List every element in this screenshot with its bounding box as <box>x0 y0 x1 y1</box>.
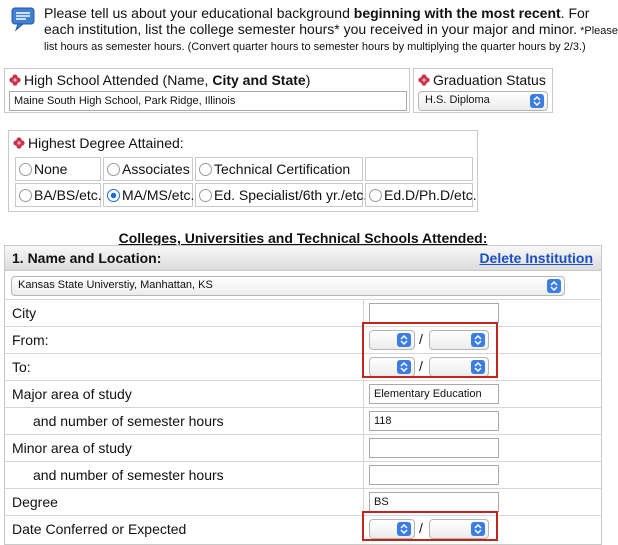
institution-table <box>4 245 602 545</box>
intro-line3: list hours as semester hours. (Convert quarter hours to semester hours by multiplying the quarter hours by 2/3.) <box>44 41 586 53</box>
city-label: City <box>12 305 37 321</box>
institution-select[interactable] <box>11 276 565 296</box>
column-divider <box>363 381 364 407</box>
high-school-input[interactable] <box>9 91 407 111</box>
city-input[interactable] <box>369 303 499 323</box>
row-to <box>5 353 601 380</box>
degree-option-label: Ed.D/Ph.D/etc. <box>384 187 477 203</box>
degree-option-none[interactable] <box>15 157 101 181</box>
minor-label: Minor area of study <box>12 440 132 456</box>
major-hours-input[interactable] <box>369 411 499 431</box>
degree-option-label: MA/MS/etc. <box>122 187 195 203</box>
radio-icon <box>369 189 382 202</box>
row-minor <box>5 434 601 461</box>
graduation-section <box>413 68 553 113</box>
row-date-conferred <box>5 515 601 542</box>
major-input[interactable] <box>369 384 499 404</box>
minor-input[interactable] <box>369 438 499 458</box>
row-city <box>5 299 601 326</box>
high-school-label-bold: City and State <box>212 72 306 88</box>
column-divider <box>363 435 364 461</box>
intro-line2-note: *Please <box>577 25 618 37</box>
high-school-label-end: ) <box>305 72 311 88</box>
institution-heading: 1. Name and Location: <box>12 250 162 266</box>
degree-empty-cell <box>365 157 473 181</box>
chevron-updown-icon <box>547 279 561 293</box>
highlight-date-conferred <box>362 511 498 541</box>
high-school-label-text: High School Attended (Name, <box>24 72 213 88</box>
intro-line1-end: . For <box>560 5 590 21</box>
graduation-selected: H.S. Diploma <box>425 94 490 106</box>
degree-option-label: None <box>34 161 68 177</box>
radio-icon <box>19 189 32 202</box>
degree-option-ma[interactable] <box>103 183 193 207</box>
degree-row-label: Degree <box>12 494 58 510</box>
colleges-title: Colleges, Universities and Technical Schools Attended: <box>118 230 488 246</box>
row-from <box>5 326 601 353</box>
chevron-updown-icon <box>530 94 544 108</box>
delete-institution-link[interactable]: Delete Institution <box>479 250 593 266</box>
degree-option-label: Technical Certification <box>214 161 351 177</box>
row-major-hours <box>5 407 601 434</box>
required-flower-icon <box>13 136 25 148</box>
degree-label <box>13 135 184 151</box>
highlight-from-to <box>362 322 498 378</box>
from-label: From: <box>12 332 49 348</box>
to-label: To: <box>12 359 31 375</box>
speech-bubble-icon <box>10 6 36 32</box>
minor-hours-input[interactable] <box>369 465 499 485</box>
degree-option-associates[interactable] <box>103 157 193 181</box>
required-flower-icon <box>418 73 430 85</box>
date-separator: / <box>419 520 423 536</box>
institution-header <box>5 246 601 271</box>
graduation-select[interactable] <box>418 91 548 111</box>
intro-line2: each institution, list the college semester hours* you received in your major and minor. <box>44 21 578 37</box>
radio-icon <box>199 189 212 202</box>
high-school-label <box>9 72 310 88</box>
graduation-label-text: Graduation Status <box>433 72 546 88</box>
intro-line1: Please tell us about your educational background <box>44 5 354 21</box>
degree-option-ba[interactable] <box>15 183 101 207</box>
row-major <box>5 380 601 407</box>
degree-option-technical[interactable] <box>195 157 363 181</box>
degree-label-text: Highest Degree Attained: <box>28 135 184 151</box>
degree-option-label: Ed. Specialist/6th yr./etc. <box>214 187 368 203</box>
institution-selected: Kansas State Universtiy, Manhattan, KS <box>18 279 213 291</box>
major-label: Major area of study <box>12 386 132 402</box>
radio-icon <box>199 163 212 176</box>
degree-option-specialist[interactable] <box>195 183 368 207</box>
degree-input[interactable] <box>369 492 499 512</box>
major-hours-label: and number of semester hours <box>33 413 224 429</box>
date-separator: / <box>419 358 423 374</box>
column-divider <box>363 408 364 434</box>
degree-option-doctorate[interactable] <box>365 183 477 207</box>
row-minor-hours <box>5 461 601 488</box>
degree-option-label: Associates <box>122 161 190 177</box>
radio-selected-icon <box>107 189 120 202</box>
date-separator: / <box>419 331 423 347</box>
row-degree <box>5 488 601 515</box>
date-conferred-label: Date Conferred or Expected <box>12 521 187 537</box>
degree-option-label: BA/BS/etc. <box>34 187 102 203</box>
radio-icon <box>107 163 120 176</box>
graduation-label <box>418 72 546 88</box>
intro-bold: beginning with the most recent <box>353 5 561 21</box>
radio-icon <box>19 163 32 176</box>
required-flower-icon <box>9 73 21 85</box>
column-divider <box>363 462 364 488</box>
degree-section <box>8 130 478 212</box>
minor-hours-label: and number of semester hours <box>33 467 224 483</box>
intro-text <box>44 5 618 55</box>
high-school-section <box>4 68 410 113</box>
